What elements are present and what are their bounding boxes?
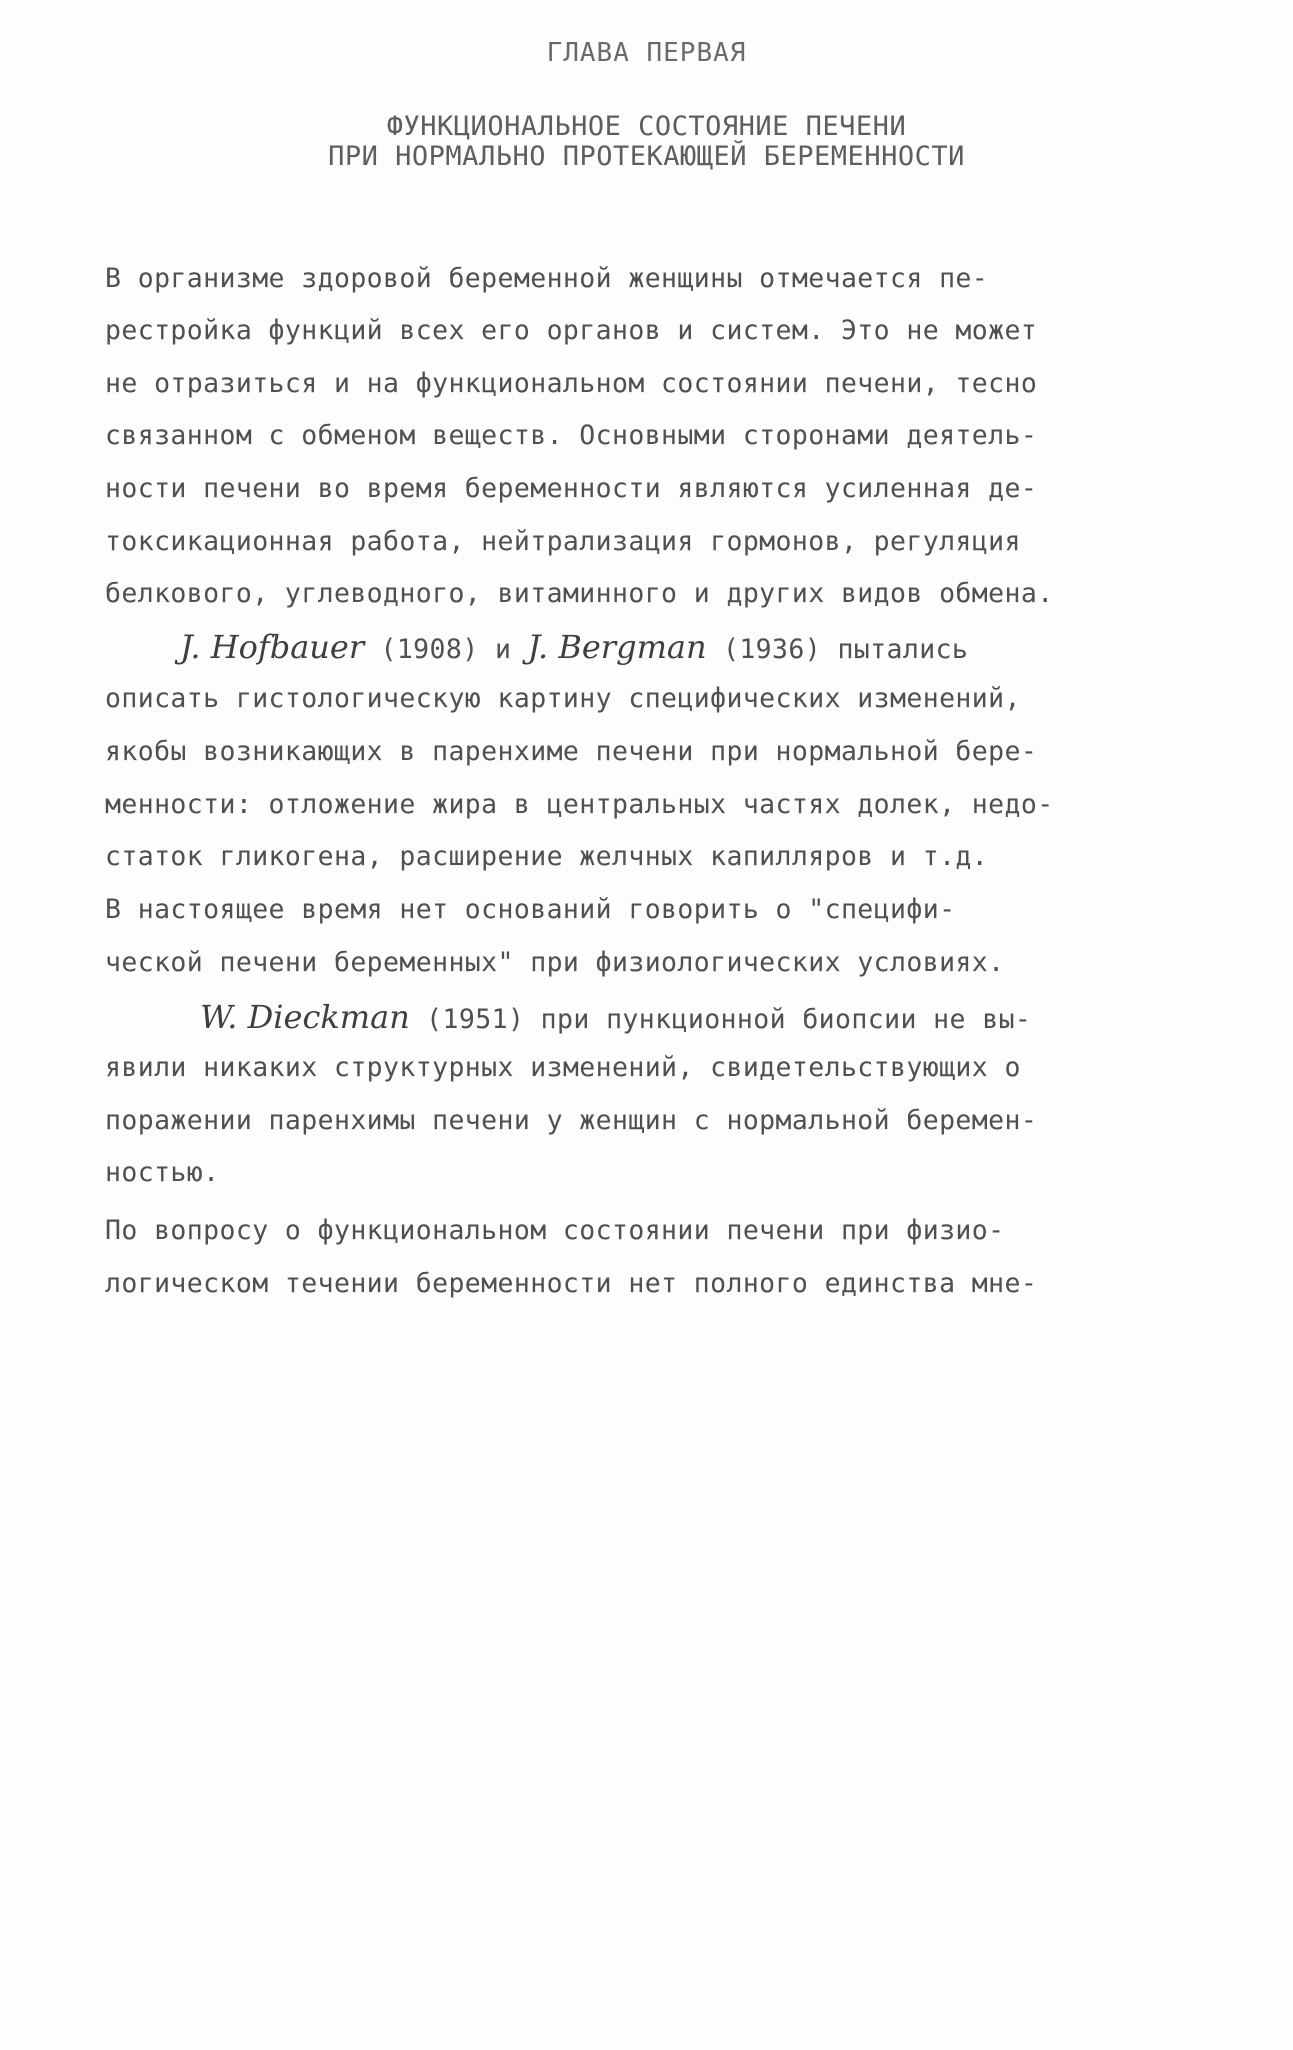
text-fragment: (1951) при пункционной биопсии не вы- [409,1004,1032,1035]
text-line: ностью. [105,1157,220,1188]
handwritten-author-hofbauer: J. Hofbauer [180,628,365,666]
text-line: не отразиться и на функциональном состоянии печени, тесно [105,368,1038,399]
text-line: менности: отложение жира в центральных частях долек, недо- [105,789,1054,820]
text-line: логическом течении беременности нет полного единства мне- [105,1268,1038,1299]
text-line: ческой печени беременных" при физиологических условиях. [105,947,1005,978]
text-line: По вопросу о функциональном состоянии печени при физио- [105,1215,1005,1246]
text-line: В настоящее время нет оснований говорить о "специфи- [105,894,956,925]
chapter-title-line-1: ФУНКЦИОНАЛЬНОЕ СОСТОЯНИЕ ПЕЧЕНИ [386,111,907,142]
handwritten-author-bergman: J. Bergman [527,628,707,666]
text-line: ности печени во время беременности являются усиленная де- [105,473,1038,504]
text-fragment: (1908) и [364,634,528,665]
text-line-with-signatures [180,628,968,666]
text-line: рестройка функций всех его органов и систем. Это не может [105,315,1038,346]
text-line-with-signature [200,998,1031,1036]
text-line: белкового, углеводного, витаминного и других видов обмена. [105,578,1054,609]
text-line: связанном с обменом веществ. Основными сторонами деятель- [105,420,1038,451]
handwritten-author-dieckman: W. Dieckman [200,998,410,1036]
text-line: В организме здоровой беременной женщины отмечается пе- [105,263,989,294]
chapter-title [0,112,1293,172]
text-line: явили никаких структурных изменений, свидетельствующих о [105,1052,1021,1083]
chapter-title-line-2: ПРИ НОРМАЛЬНО ПРОТЕКАЮЩЕЙ БЕРЕМЕННОСТИ [328,141,965,172]
chapter-heading: ГЛАВА ПЕРВАЯ [546,38,747,68]
text-line: токсикационная работа, нейтрализация гормонов, регуляция [105,526,1021,557]
text-fragment: (1936) пытались [706,634,969,665]
text-line: поражении паренхимы печени у женщин с нормальной беремен- [105,1105,1038,1136]
text-line: статок гликогена, расширение желчных капилляров и т.д. [105,841,989,872]
text-line: описать гистологическую картину специфических изменений, [105,683,1021,714]
text-line: якобы возникающих в паренхиме печени при нормальной бере- [105,736,1038,767]
